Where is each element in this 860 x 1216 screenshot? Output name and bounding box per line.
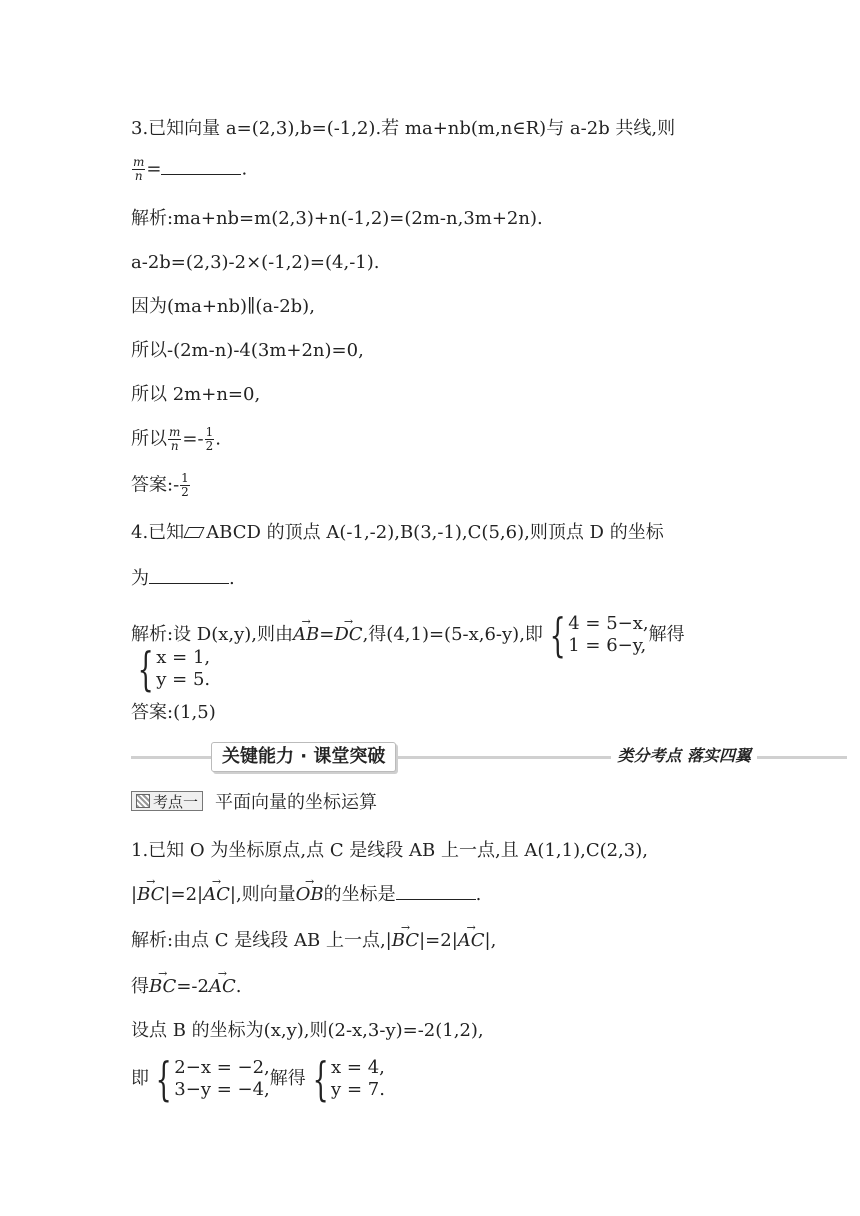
topic-header <box>131 790 377 812</box>
m-over-n-fraction: $\frac{m}{n}$ <box>169 425 181 453</box>
q1-question: 1.已知 O 为坐标原点,点 C 是线段 AB 上一点,且 A(1,1),C(2,3), <box>131 840 648 861</box>
p4-solution-result <box>131 642 211 696</box>
half-fraction: $\frac{1}{2}$ <box>205 425 214 453</box>
equation-system: { x = 4, y = 7. <box>312 1052 385 1106</box>
vector-ab: → AB <box>293 624 319 646</box>
q1-solution-line-3: 设点 B 的坐标为(x,y),则(2-x,3-y)=-2(1,2), <box>131 1020 484 1041</box>
vector-bc: → BC <box>392 930 419 952</box>
answer-blank <box>161 173 241 175</box>
q1-solution-line-1: 解析:由点 C 是线段 AB 上一点,|→ BC|=2|→ AC|, <box>131 930 496 952</box>
answer-blank <box>149 582 229 584</box>
vector-ob: → OB <box>296 884 324 906</box>
topic-tag: 考点一 <box>131 791 203 811</box>
topic-title: 平面向量的坐标运算 <box>215 792 378 813</box>
vector-bc: → BC <box>149 976 176 998</box>
topic-tag-icon <box>136 794 150 808</box>
q1-solution-line-2: 得→ BC=-2→ AC. <box>131 976 241 998</box>
vector-bc: → BC <box>137 884 164 906</box>
answer-blank <box>396 898 476 900</box>
p3-solution-line-1: 解析:ma+nb=m(2,3)+n(-1,2)=(2m-n,3m+2n). <box>131 208 543 229</box>
section-title: 关键能力 · 课堂突破 <box>211 742 396 772</box>
p4-answer-line: 为 . <box>131 568 235 589</box>
q1-question-line-2: |→ BC|=2|→ AC|,则向量→ OB的坐标是 . <box>131 884 481 906</box>
p4-question: 4.已知 ABCD 的顶点 A(-1,-2),B(3,-1),C(5,6),则顶点 D 的坐标 <box>131 522 664 543</box>
p4-answer: 答案:(1,5) <box>131 702 216 723</box>
half-fraction: $\frac{1}{2}$ <box>181 471 189 499</box>
q1-solution-line-4: 即 { 2−x = −2, 3−y = −4, 解得 { x = 4, y = 7. <box>131 1052 385 1106</box>
p3-solution-line-5: 所以 2m+n=0, <box>131 384 261 405</box>
p3-solution-line-2: a-2b=(2,3)-2×(-1,2)=(4,-1). <box>131 252 380 273</box>
section-motto: 类分考点 落实四翼 <box>611 744 757 768</box>
parallelogram-icon <box>184 527 205 538</box>
p4-solution: 解析:设 D(x,y),则由→ AB=→ DC,得(4,1)=(5-x,6-y),即 { 4 = 5−x, 1 = 6−y, 解得 <box>131 612 685 658</box>
vector-ac: → AC <box>209 976 236 998</box>
vector-ac: → AC <box>203 884 230 906</box>
p3-answer: 答案:- $\frac{1}{2}$ <box>131 471 189 499</box>
p3-answer-line: $\frac{m}{n}$ = . <box>133 155 248 183</box>
p3-solution-line-4: 所以-(2m-n)-4(3m+2n)=0, <box>131 340 364 361</box>
p3-solution-line-3: 因为(ma+nb)∥(a-2b), <box>131 296 315 317</box>
vector-dc: → DC <box>334 624 362 646</box>
m-over-n-fraction: $\frac{m}{n}$ <box>133 155 145 183</box>
equation-system: { 4 = 5−x, 1 = 6−y, <box>549 608 649 662</box>
section-banner <box>131 740 847 774</box>
vector-ac: → AC <box>458 930 485 952</box>
p3-solution-line-6: 所以 $\frac{m}{n}$ =- $\frac{1}{2}$ . <box>131 425 221 453</box>
equation-system: { 2−x = −2, 3−y = −4, <box>155 1052 270 1106</box>
p3-question: 3.已知向量 a=(2,3),b=(-1,2).若 ma+nb(m,n∈R)与 a-2b 共线,则 <box>131 118 676 139</box>
equation-system: { x = 1, y = 5. <box>137 642 211 696</box>
